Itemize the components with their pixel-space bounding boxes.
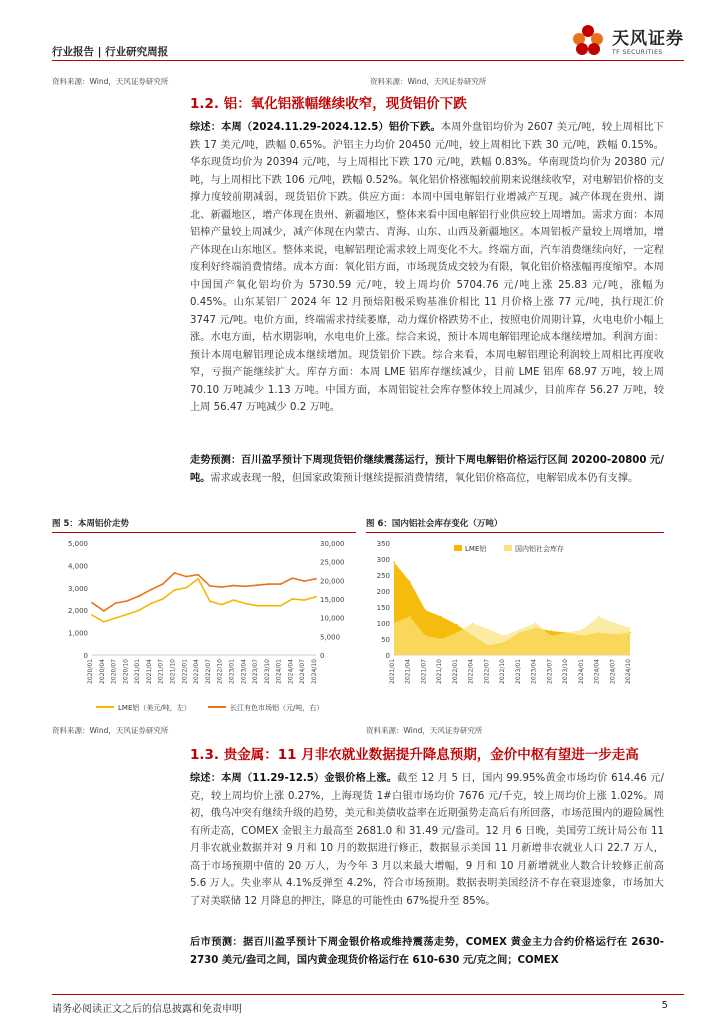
fig6-data-point — [472, 622, 474, 624]
fig5-data-point — [150, 603, 152, 605]
summary-body: 本周外盘铝均价为 2607 美元/吨，较上周相比下跌 17 美元/吨，跌幅 0.65%。沪铝主力均价 20450 元/吨，较上周相比下跌 30 元/吨，跌幅 0.15%。华东现货均价为 20394 元/吨，与上周相比下跌 170 元/吨，跌幅 0.83%。华南现货均价为 20380 元/吨，与上周相比下跌 106 元/吨，跌幅 0.52%。氧化铝价格涨幅较前期来说继续收窄，对电解铝价格的支撑力度较前期减弱，现货铝价下跌。供应方面：本周中国电解铝行业增减产互现。减产体现在贵州、湖北、新疆地区，增产体现在贵州、新疆地区，整体来看中国电解铝行业供应较上周增加。需求方面：本周铝棒产量较上周减少，减产体现在内蒙古、青海、山东、山西及新疆地区。本周铝板产量较上周增加，增产体现在山东地区。整体来说，电解铝理论需求较上周变化不大。终端方面，汽车消费继续向好，一定程度利好终端消费情绪。成本方面：氧化铝方面，市场现货成交较为有限，氧化铝价格涨幅再度缩窄。本周中国国产氧化铝均价为 5730.59 元/吨，较上周均价 5704.76 元/吨上涨 25.83 元/吨，涨幅为 0.45%。山东某铝厂 2024 年 12 月预焙阳极采购基准价相比 11 月价格上涨 77 元/吨，执行现汇价 3747 元/吨。电价方面，终端需求持续萎靡，动力煤价格跌势不止，按照电价周期计算，火电电价小幅上涨。水电方面，枯水期影响，水电电价上涨。综合来说，预计本周电解铝理论成本继续增加。利润方面：预计本周电解铝理论成本继续增加。现货铝价下跌。综合来看，本周电解铝理论利润较上周相比再度收窄，亏损产能继续扩大。库存方面：本周 LME 铝库存继续减少，目前 LME 铝库 68.97 万吨，较上周 70.10 万吨减少 1.13 万吨。中国方面，本周铝锭社会库存整体较上周减少，目前库存 56.27 万吨，较上周 56.47 万吨减少 0.2 万吨。 — [190, 122, 664, 413]
fig6-y-tick: 50 — [381, 636, 390, 644]
fig6-x-tick: 2024/07 — [609, 659, 617, 684]
fig5-data-point — [221, 604, 223, 606]
page-number: 5 — [661, 1000, 668, 1011]
fig6-x-tick: 2023/01 — [514, 659, 522, 684]
summary-lead-13: 综述：本周（11.29-12.5）金银价格上涨。 — [190, 773, 398, 784]
fig5-x-tick: 2021/04 — [145, 659, 153, 684]
fig6-x-tick: 2021/04 — [404, 659, 412, 684]
fig5-left-tick: 0 — [83, 652, 88, 660]
logo-name-en: TF SECURITIES — [612, 49, 663, 56]
fig6-y-tick: 100 — [376, 620, 390, 628]
tf-flower-icon — [570, 22, 606, 58]
fig6-chart — [366, 535, 664, 720]
fig5-left-tick: 5,000 — [67, 540, 88, 548]
fig6-source: 资料来源：Wind，天风证券研究所 — [366, 726, 483, 735]
fig6-data-point — [503, 635, 505, 637]
fig6-y-tick: 0 — [385, 652, 390, 660]
fig5-data-point — [209, 600, 211, 602]
fig5-right-tick: 15,000 — [320, 596, 345, 604]
fig6-y-tick: 200 — [376, 588, 390, 596]
fig5-data-point — [315, 578, 317, 580]
fig5-data-point — [174, 572, 176, 574]
fig5-x-tick: 2020/10 — [122, 659, 130, 684]
fig5-data-point — [268, 605, 270, 607]
fig6-data-point — [582, 629, 584, 631]
fig6-data-point — [488, 629, 490, 631]
report-header: 行业报告 | 行业研究周报 — [52, 46, 169, 58]
fig5-data-point — [280, 605, 282, 607]
fig5-data-point — [162, 598, 164, 600]
summary-lead: 综述：本周（2024.11.29-2024.12.5）铝价下跌。 — [190, 122, 441, 133]
fig5-data-point — [185, 576, 187, 578]
fig5-right-tick: 0 — [320, 652, 325, 660]
fig5-data-point — [244, 585, 246, 587]
fig6-x-tick: 2022/07 — [483, 659, 491, 684]
fig5-data-point — [103, 610, 105, 612]
fig5-series-line — [92, 579, 316, 622]
fig6-x-tick: 2022/04 — [467, 659, 475, 684]
fig5-right-tick: 20,000 — [320, 577, 345, 586]
fig5-data-point — [303, 599, 305, 601]
fig6-x-tick: 2023/10 — [562, 659, 570, 684]
fig5-data-point — [185, 587, 187, 589]
fig6-data-point — [629, 627, 631, 629]
fig6-y-tick: 300 — [376, 556, 390, 564]
logo-name-cn: 天风证券 — [612, 29, 684, 49]
fig5-data-point — [197, 578, 199, 580]
fig5-data-point — [174, 589, 176, 591]
fig5-right-tick: 30,000 — [320, 540, 345, 548]
fig5-data-point — [221, 586, 223, 588]
fig6-data-point — [598, 616, 600, 618]
fig5-data-point — [150, 589, 152, 591]
top-source-left: 资料来源：Wind，天风证券研究所 — [52, 77, 169, 86]
fig5-legend-label: LME铝（美元/吨，左） — [118, 704, 191, 712]
section-1-3-forecast: 后市预测：据百川盈孚预计下周金银价格或维持震荡走势，COMEX 黄金主力合约价格运行在 2630-2730 美元/盎司之间，国内黄金现货价格运行在 610-630 元/克之间；COMEX — [190, 937, 664, 966]
fig5-data-point — [233, 599, 235, 601]
fig5-data-point — [244, 603, 246, 605]
section-1-2-summary — [190, 119, 664, 417]
fig6-x-tick: 2024/04 — [593, 659, 601, 684]
fig6-data-point — [393, 622, 395, 624]
fig5-legend-label: 长江有色市场铝（元/吨，右） — [230, 704, 324, 712]
header-divider — [52, 60, 684, 61]
section-1-2-forecast — [190, 452, 664, 487]
fig5-x-tick: 2022/10 — [216, 659, 224, 684]
fig6-x-tick: 2021/10 — [436, 659, 444, 684]
fig5-x-tick: 2023/07 — [252, 659, 260, 684]
fig5-x-tick: 2021/07 — [157, 659, 165, 684]
fig6-y-tick: 250 — [376, 572, 390, 580]
fig5-data-point — [197, 574, 199, 576]
fig5-x-tick: 2020/07 — [110, 659, 118, 684]
fig6-data-point — [551, 635, 553, 637]
fig5-data-point — [91, 614, 93, 616]
fig5-x-tick: 2024/04 — [287, 659, 295, 684]
fig5-data-point — [162, 583, 164, 585]
fig5-x-tick: 2021/01 — [134, 659, 142, 684]
fig6-x-tick: 2024/01 — [577, 659, 585, 684]
fig6-x-tick: 2022/01 — [451, 659, 459, 684]
fig5-x-tick: 2024/01 — [275, 659, 283, 684]
forecast-lead: 走势预测：百川盈孚预计下周现货铝价继续震荡运行，预计下周电解铝价格运行区间 20200-20800 元/吨。 — [190, 455, 664, 484]
fig5-data-point — [268, 583, 270, 585]
fig5-rule — [52, 532, 356, 533]
fig5-left-tick: 2,000 — [67, 607, 88, 616]
fig5-data-point — [138, 609, 140, 611]
fig6-data-point — [393, 561, 395, 563]
fig6-legend-swatch — [504, 545, 512, 551]
fig5-data-point — [292, 577, 294, 579]
section-1-3-title: 1.3. 贵金属：11 月非农就业数据提升降息预期，金价中枢有望进一步走高 — [190, 747, 639, 763]
fig5-data-point — [315, 596, 317, 598]
fig5-data-point — [115, 602, 117, 604]
fig5-x-tick: 2020/01 — [87, 659, 94, 684]
fig5-x-tick: 2022/04 — [193, 659, 201, 684]
fig5-x-tick: 2021/10 — [169, 659, 177, 684]
fig6-data-point — [425, 635, 427, 637]
fig5-left-tick: 4,000 — [67, 562, 88, 571]
fig6-data-point — [440, 616, 442, 618]
fig5-data-point — [303, 580, 305, 582]
fig6-data-point — [613, 622, 615, 624]
company-logo — [570, 22, 684, 58]
fig5-x-tick: 2023/10 — [263, 659, 271, 684]
fig6-legend-swatch — [454, 545, 462, 551]
fig5-left-tick: 3,000 — [67, 584, 88, 593]
fig6-y-tick: 350 — [376, 540, 390, 548]
fig5-data-point — [256, 605, 258, 607]
fig5-x-tick: 2024/10 — [311, 659, 318, 684]
fig5-x-tick: 2022/07 — [204, 659, 212, 684]
fig6-data-point — [551, 630, 553, 632]
fig5-data-point — [292, 598, 294, 600]
fig6-rule — [366, 532, 664, 533]
fig6-data-point — [409, 581, 411, 583]
fig6-data-point — [409, 616, 411, 618]
fig6-x-tick: 2024/10 — [625, 659, 632, 684]
fig6-title: 图 6：国内铝社会库存变化（万吨） — [366, 519, 503, 529]
fig5-data-point — [115, 617, 117, 619]
fig6-x-tick: 2022/10 — [499, 659, 507, 684]
fig5-data-point — [233, 585, 235, 587]
fig5-x-tick: 2024/07 — [299, 659, 307, 684]
section-1-2-title: 1.2. 铝：氧化铝涨幅继续收窄，现货铝价下跌 — [190, 96, 467, 112]
fig6-x-tick: 2021/07 — [420, 659, 428, 684]
fig5-right-tick: 5,000 — [320, 633, 341, 642]
top-source-right: 资料来源：Wind，天风证券研究所 — [370, 77, 487, 86]
fig5-data-point — [138, 595, 140, 597]
fig6-x-tick: 2023/07 — [546, 659, 554, 684]
fig5-x-tick: 2020/04 — [98, 659, 106, 684]
fig5-chart — [52, 535, 356, 720]
fig5-right-tick: 10,000 — [320, 614, 345, 623]
footer-disclaimer: 请务必阅读正文之后的信息披露和免责申明 — [52, 1004, 242, 1015]
fig6-y-tick: 150 — [376, 604, 390, 612]
fig5-data-point — [91, 602, 93, 604]
fig6-data-point — [566, 632, 568, 634]
summary-body-13: 截至 12 月 5 日，国内 99.95%黄金市场均价 614.46 元/克，较上周均价上涨 0.27%，上海现货 1#白银市场均价 7676 元/千克，较上周均价上涨 1.02%。周初，俄乌冲突有继续升级的趋势，美元和美债收益率在近期强势走高后有所回落，市场范围内的避险属性有所走高，COMEX 金银主力最高至 2681.0 和 31.49 元/盎司。12 月 6 日晚，美国劳工统计局公布 11 月非农就业数据并对 9 月和 10 月的数据进行修正，数据显示美国 11 月新增非农就业人口 22.7 万人，高于市场预期中值的 20 万人，为今年 3 月以来最大增幅，9 月和 10 月新增就业人数合计较修正前高 5.6 万人。失业率从 4.1%反弹至 4.2%，符合市场预期。数据表明美国经济不存在衰退迹象，市场加大了对美联储 12 月降息的押注，降息的可能性由 67%提升至 85%。 — [190, 773, 664, 907]
fig5-data-point — [280, 583, 282, 585]
fig5-right-tick: 25,000 — [320, 558, 345, 567]
fig6-data-point — [456, 632, 458, 634]
fig5-data-point — [126, 600, 128, 602]
fig5-source: 资料来源：Wind，天风证券研究所 — [52, 726, 169, 735]
fig5-title: 图 5：本周铝价走势 — [52, 519, 129, 529]
fig6-data-point — [535, 622, 537, 624]
fig6-x-tick: 2023/04 — [530, 659, 538, 684]
fig6-x-tick: 2021/01 — [389, 659, 396, 684]
fig6-data-point — [425, 609, 427, 611]
fig5-data-point — [209, 585, 211, 587]
forecast-body: 需求或表现一般，但国家政策预计继续提振消费情绪，氧化铝价格高位，电解铝成本仍有支撑。 — [210, 472, 639, 484]
fig5-data-point — [126, 613, 128, 615]
fig6-data-point — [456, 624, 458, 626]
fig6-legend-label: LME铝 — [465, 545, 487, 553]
fig5-x-tick: 2023/01 — [228, 659, 236, 684]
fig5-left-tick: 1,000 — [67, 629, 88, 638]
section-1-3-summary — [190, 770, 664, 910]
fig6-data-point — [440, 638, 442, 640]
fig5-data-point — [256, 584, 258, 586]
fig6-legend-label: 国内铝社会库存 — [515, 545, 564, 553]
fig5-x-tick: 2022/01 — [181, 659, 189, 684]
fig5-data-point — [103, 621, 105, 623]
fig6-data-point — [519, 629, 521, 631]
footer-divider — [52, 994, 684, 995]
fig5-x-tick: 2023/04 — [240, 659, 248, 684]
